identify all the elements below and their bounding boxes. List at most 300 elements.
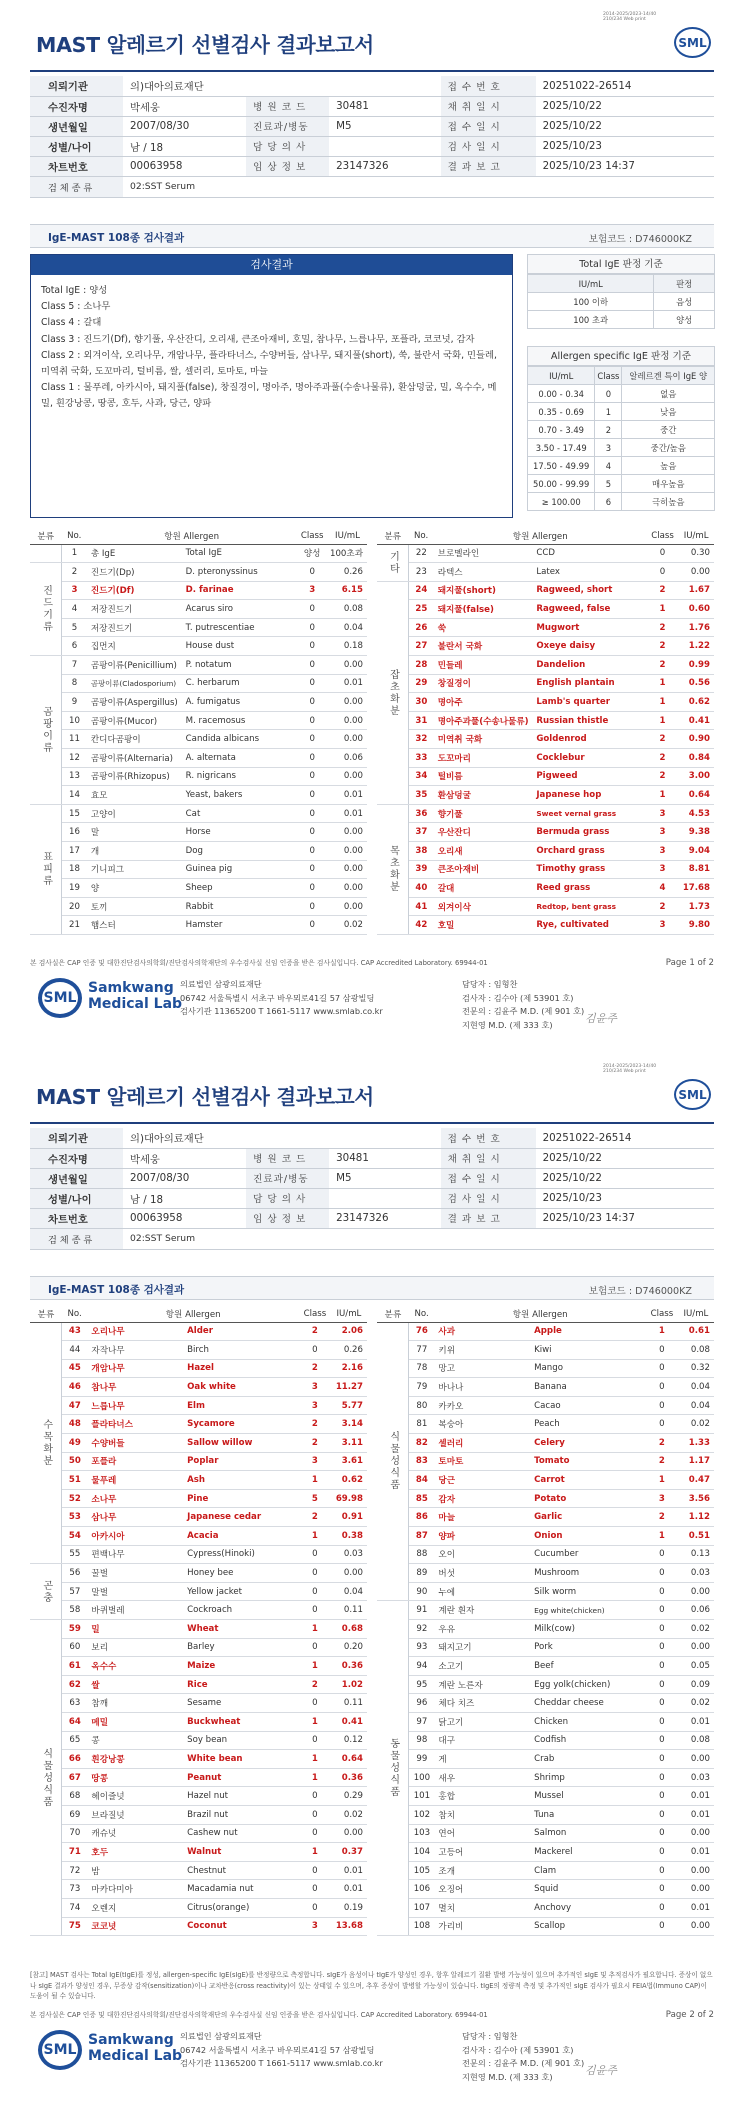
cell-iu: 0.04	[678, 1378, 714, 1397]
table-row	[377, 749, 714, 768]
cell-no: 82	[409, 1434, 435, 1453]
cell-no: 50	[62, 1452, 88, 1471]
cell-no: 41	[409, 897, 434, 916]
cell-cls: 0	[646, 1378, 678, 1397]
cell-cls: 3	[299, 1378, 331, 1397]
cell-en: Honey bee	[184, 1564, 299, 1583]
cell-en: Apple	[531, 1322, 646, 1341]
cell-kr: 계란 흰자	[434, 1601, 531, 1620]
cell-no: 80	[409, 1396, 435, 1415]
cell-no: 51	[62, 1471, 88, 1490]
cell-en: Tomato	[531, 1452, 646, 1471]
cell-iu: 0.00	[678, 1880, 714, 1899]
cell-kr: 자작나무	[87, 1341, 184, 1360]
cell-kr: 당근	[434, 1471, 531, 1490]
cell-kr: 라텍스	[434, 563, 534, 582]
sml-logo: SML	[674, 27, 711, 58]
cell-iu: 3.14	[331, 1415, 367, 1434]
cell-kr: 미역취 국화	[434, 730, 534, 749]
cell-cls: 2	[646, 1452, 678, 1471]
cell-kr: 고양이	[87, 804, 183, 823]
staff-info: 담당자 : 임형찬 검사자 : 김수아 (제 53901 호) 전문의 : 김윤주 M.D. (제 901 호) 지현영 M.D. (제 333 호)	[462, 979, 585, 1030]
patient-info-table: 의뢰기관 의)대아의료재단 접 수 번 호 20251022-26514 수진자명 박세웅 병 원 코 드 30481 채 취 일 시 2025/10/22 생년월일 2007/08/30 진료과/병동 M5 접 수 일 시 2025/10/22 성별/나이 남 / 18 담 당 의 사 검 사 일 시 2025/10/23 차트번호 00063958 임 상 정 보 23147326 결 과 보 고 2025/10/23 14:37 검 체 종 류 02:SST Serum	[30, 76, 714, 198]
cell-kr: 물푸레	[87, 1471, 184, 1490]
cell-en: Soy bean	[184, 1731, 299, 1750]
cell-iu: 0.26	[328, 563, 367, 582]
cell-kr: 삼나무	[87, 1508, 184, 1527]
cell-en: Mugwort	[533, 618, 646, 637]
cell-cls: 2	[299, 1415, 331, 1434]
cell-iu: 0.02	[328, 916, 367, 935]
cell-cls: 1	[299, 1843, 331, 1862]
table-row	[377, 1880, 714, 1899]
cell-en: Ash	[184, 1471, 299, 1490]
cell-no: 21	[62, 916, 87, 935]
cell-no: 54	[62, 1527, 88, 1546]
cell-en: Oxeye daisy	[533, 637, 646, 656]
cell-iu: 8.81	[678, 860, 714, 879]
cell-cls: 1	[299, 1657, 331, 1676]
cell-no: 89	[409, 1564, 435, 1583]
header-iu: IU/mL	[678, 528, 714, 544]
cell-iu: 1.12	[678, 1508, 714, 1527]
cell-cls: 0	[299, 1601, 331, 1620]
table-row	[30, 1396, 367, 1415]
lab-info: 의료법인 삼광의료재단 06742 서울특별시 서초구 바우뫼로41길 57 삼광빌딩 검사기관 11365200 T 1661-5117 www.smlab.co.kr	[180, 2031, 383, 2068]
cell-no: 68	[62, 1787, 88, 1806]
cell-cls: 2	[647, 767, 679, 786]
sml-footer-logo: SML	[38, 978, 82, 1018]
cell-cls: 0	[296, 823, 328, 842]
result-summary-text: Total IgE : 양성 Class 5 : 소나무 Class 4 : 갈대 Class 3 : 진드기(Df), 향기풀, 우산잔디, 오리새, 큰조아재비, 호밀, 참나무, 느릅나무, 포플라, 코코넛, 감자 Class 2 : 외겨이삭, 오리나무, 개암나무, 플라타너스, 수양버들, 삼나무, 돼지풀(short), 쑥, 불란서 국화, 민들레, 미역취 국화, 도꼬마리, 털비름, 쌀, 셀러리, 토마토, 마늘 Class 1 : 물푸레, 아카시아, 돼지풀(false), 창질경이, 명아주, 명아주과풀(수송나물류), 환삼덩굴, 밀, 옥수수, 메밀, 흰강낭콩, 땅콩, 호두, 사과, 당근, 양파	[41, 285, 497, 410]
table-row	[377, 1471, 714, 1490]
cell-en: Coconut	[184, 1917, 299, 1936]
cell-no: 64	[62, 1712, 88, 1731]
table-row	[30, 1694, 367, 1713]
cell-cls: 2	[299, 1434, 331, 1453]
cell-cls: 3	[296, 581, 328, 600]
cell-iu: 0.11	[331, 1694, 367, 1713]
table-row	[30, 1712, 367, 1731]
cell-kr: 소나무	[87, 1489, 184, 1508]
cell-cls: 1	[299, 1527, 331, 1546]
cell-no: 7	[62, 656, 87, 675]
cell-no: 25	[409, 600, 434, 619]
table-row	[30, 1768, 367, 1787]
table-row	[377, 804, 714, 823]
header-class: Class	[647, 528, 679, 544]
cell-en: Rabbit	[183, 897, 297, 916]
table-row	[30, 1341, 367, 1360]
cell-iu: 1.33	[678, 1434, 714, 1453]
table-row	[30, 693, 367, 712]
category-label: 수목화분	[30, 1322, 62, 1564]
results-table-left	[30, 1306, 367, 1936]
cell-en: Acacia	[184, 1527, 299, 1546]
cell-en: Tuna	[531, 1805, 646, 1824]
cell-kr: 오리새	[434, 842, 534, 861]
cell-en: Celery	[531, 1434, 646, 1453]
cell-en: Peach	[531, 1415, 646, 1434]
cell-en: Chestnut	[184, 1861, 299, 1880]
table-row	[377, 1824, 714, 1843]
cell-kr: 칸디다곰팡이	[87, 730, 183, 749]
cell-no: 70	[62, 1824, 88, 1843]
table-row	[30, 786, 367, 805]
table-row	[30, 1675, 367, 1694]
cell-kr: 곰팡이류(Alternaria)	[87, 749, 183, 768]
cell-kr: 옥수수	[87, 1657, 184, 1676]
cell-kr: 고등어	[434, 1843, 531, 1862]
cell-no: 94	[409, 1657, 435, 1676]
cell-iu: 0.61	[678, 1322, 714, 1341]
cell-kr: 바나나	[434, 1378, 531, 1397]
cell-no: 12	[62, 749, 87, 768]
cell-iu: 69.98	[331, 1489, 367, 1508]
cell-no: 83	[409, 1452, 435, 1471]
table-row	[377, 656, 714, 675]
cell-cls: 1	[647, 600, 679, 619]
cell-iu: 0.05	[678, 1657, 714, 1676]
cell-kr: 햄스터	[87, 916, 183, 935]
cell-iu: 0.56	[678, 674, 714, 693]
cell-kr: 토끼	[87, 897, 183, 916]
cell-no: 37	[409, 823, 434, 842]
section-header: IgE-MAST 108종 검사결과 보험코드 : D746000KZ	[30, 1276, 714, 1300]
cell-iu: 0.00	[678, 1750, 714, 1769]
total-ige-criteria: Total IgE 판정 기준 IU/mL 판정 100 이하 음성 100 초과 양성	[527, 254, 715, 329]
cell-kr: 말	[87, 823, 183, 842]
cell-cls: 2	[647, 637, 679, 656]
cell-iu: 0.01	[678, 1712, 714, 1731]
cell-kr: 오렌지	[87, 1898, 184, 1917]
cell-cls: 0	[299, 1861, 331, 1880]
cell-cls: 1	[299, 1620, 331, 1639]
cell-kr: 양파	[434, 1527, 531, 1546]
table-row	[30, 600, 367, 619]
table-row	[377, 879, 714, 898]
cell-cls: 0	[299, 1787, 331, 1806]
header-class: Class	[296, 528, 328, 544]
table-row	[377, 1917, 714, 1936]
cell-kr: 카카오	[434, 1396, 531, 1415]
cell-cls: 0	[646, 1396, 678, 1415]
cell-cls: 0	[299, 1564, 331, 1583]
cell-kr: 마늘	[434, 1508, 531, 1527]
print-stamp: 2014-2025/2023-14/40 210/234 Web print	[603, 12, 657, 23]
cell-no: 60	[62, 1638, 88, 1657]
cell-cls: 0	[299, 1824, 331, 1843]
cell-no: 4	[62, 600, 87, 619]
cell-kr: 돼지고기	[434, 1638, 531, 1657]
cell-kr: 아카시아	[87, 1527, 184, 1546]
cell-en: R. nigricans	[183, 767, 297, 786]
table-row	[30, 711, 367, 730]
cell-no: 47	[62, 1396, 88, 1415]
table-row	[30, 1843, 367, 1862]
table-row	[30, 656, 367, 675]
cell-en: Squid	[531, 1880, 646, 1899]
cell-en: Candida albicans	[183, 730, 297, 749]
cell-en: Birch	[184, 1341, 299, 1360]
cell-no: 35	[409, 786, 434, 805]
cell-en: Ragweed, false	[533, 600, 646, 619]
cell-iu: 0.03	[331, 1545, 367, 1564]
cell-no: 49	[62, 1434, 88, 1453]
cell-en: Maize	[184, 1657, 299, 1676]
cell-kr: 양	[87, 879, 183, 898]
cell-en: Ragweed, short	[533, 581, 646, 600]
cell-cls: 0	[296, 637, 328, 656]
cell-en: C. herbarum	[183, 674, 297, 693]
cell-no: 58	[62, 1601, 88, 1620]
cell-kr: 향기풀	[434, 804, 534, 823]
table-row	[30, 1434, 367, 1453]
table-row	[377, 1359, 714, 1378]
cell-en: Salmon	[531, 1824, 646, 1843]
cell-iu: 0.09	[678, 1675, 714, 1694]
cell-iu: 0.00	[678, 563, 714, 582]
category-label	[30, 544, 62, 563]
cell-no: 29	[409, 674, 434, 693]
cell-no: 85	[409, 1489, 435, 1508]
cell-iu: 0.01	[678, 1898, 714, 1917]
cell-iu: 0.47	[678, 1471, 714, 1490]
cell-cls: 0	[299, 1731, 331, 1750]
cell-cls: 0	[296, 674, 328, 693]
cell-en: Pine	[184, 1489, 299, 1508]
cell-en: Garlic	[531, 1508, 646, 1527]
result-summary-box: 검사결과 Total IgE : 양성 Class 5 : 소나무 Class 4 : 갈대 Class 3 : 진드기(Df), 향기풀, 우산잔디, 오리새, 큰조아재비, 호밀, 참나무, 느릅나무, 포플라, 코코넛, 감자 Class 2 : 외겨이삭, 오리나무, 개암나무, 플라타너스, 수양버들, 삼나무, 돼지풀(short), 쑥, 불란서 국화, 민들레, 미역취 국화, 도꼬마리, 털비름, 쌀, 셀러리, 토마토, 마늘 Class 1 : 물푸레, 아카시아, 돼지풀(false), 창질경이, 명아주, 명아주과풀(수송나물류), 환삼덩굴, 밀, 옥수수, 메밀, 흰강낭콩, 땅콩, 호두, 사과, 당근, 양파	[30, 254, 513, 518]
cell-en: CCD	[533, 544, 646, 563]
cell-kr: 창질경이	[434, 674, 534, 693]
specific-ige-criteria: Allergen specific IgE 판정 기준 IU/mL Class 알레르겐 특이 IgE 양 0.00 - 0.34 0 없음 0.35 - 0.69 1 낮음 0.70 - 3.49 2 중간 3.50 - 17.49 3 중간/높음 17.50 - 49.99 4 높음 50.00 - 99.99 5 매우높음 ≥ 100.00 6 극히높음	[527, 346, 715, 511]
category-label: 표피류	[30, 804, 62, 934]
cell-en: Beef	[531, 1657, 646, 1676]
cell-en: T. putrescentiae	[183, 618, 297, 637]
table-row	[377, 1341, 714, 1360]
table-row	[30, 916, 367, 935]
table-row	[377, 1322, 714, 1341]
table-row	[377, 1601, 714, 1620]
table-row	[377, 544, 714, 563]
table-row	[30, 1452, 367, 1471]
cell-iu: 1.17	[678, 1452, 714, 1471]
cell-iu: 0.01	[328, 786, 367, 805]
table-row	[377, 1712, 714, 1731]
cell-no: 23	[409, 563, 434, 582]
cell-cls: 1	[646, 1471, 678, 1490]
cell-iu: 0.18	[328, 637, 367, 656]
cell-en: P. notatum	[183, 656, 297, 675]
cell-no: 31	[409, 711, 434, 730]
cell-kr: 효모	[87, 786, 183, 805]
cell-no: 42	[409, 916, 434, 935]
cell-iu: 0.01	[678, 1843, 714, 1862]
cell-cls: 3	[299, 1917, 331, 1936]
cell-kr: 개암나무	[87, 1359, 184, 1378]
cell-en: Pork	[531, 1638, 646, 1657]
cell-no: 96	[409, 1694, 435, 1713]
table-row	[30, 1731, 367, 1750]
cell-no: 95	[409, 1675, 435, 1694]
cell-kr: 곰팡이류(Cladosporium)	[87, 674, 183, 693]
cell-en: Russian thistle	[533, 711, 646, 730]
cell-en: A. fumigatus	[183, 693, 297, 712]
cell-cls: 0	[299, 1694, 331, 1713]
cell-kr: 코코넛	[87, 1917, 184, 1936]
cell-kr: 닭고기	[434, 1712, 531, 1731]
cell-no: 100	[409, 1768, 435, 1787]
cell-iu: 0.36	[331, 1657, 367, 1676]
cell-kr: 망고	[434, 1359, 531, 1378]
cell-kr: 명아주과풀(수송나물류)	[434, 711, 534, 730]
cell-en: Egg white(chicken)	[531, 1601, 646, 1620]
cell-kr: 마카다미아	[87, 1880, 184, 1899]
table-row	[30, 1564, 367, 1583]
cell-en: Macadamia nut	[184, 1880, 299, 1899]
header-category: 분류	[377, 1306, 409, 1322]
table-row	[30, 1415, 367, 1434]
cell-cls: 0	[646, 1824, 678, 1843]
table-row	[30, 1620, 367, 1639]
cell-cls: 0	[299, 1805, 331, 1824]
table-row	[30, 1657, 367, 1676]
lab-name: Samkwang Medical Lab	[88, 2032, 183, 2064]
cell-no: 81	[409, 1415, 435, 1434]
cell-en: Carrot	[531, 1471, 646, 1490]
cell-en: D. pteronyssinus	[183, 563, 297, 582]
cell-iu: 0.01	[331, 1880, 367, 1899]
cell-no: 76	[409, 1322, 435, 1341]
table-row	[377, 860, 714, 879]
table-row	[377, 1415, 714, 1434]
cell-cls: 1	[299, 1471, 331, 1490]
cell-en: Codfish	[531, 1731, 646, 1750]
cell-kr: 플라타너스	[87, 1415, 184, 1434]
cell-en: Egg yolk(chicken)	[531, 1675, 646, 1694]
cell-iu: 0.00	[678, 1824, 714, 1843]
lab-name: Samkwang Medical Lab	[88, 980, 183, 1012]
table-row	[377, 693, 714, 712]
footnote: 본 검사실은 CAP 인증 및 대한진단검사의학회/진단검사의학재단의 우수검사실 신임 인증을 받은 검사실입니다. CAP Accredited Laboratory. 69944-01	[30, 959, 488, 967]
cell-kr: 털비름	[434, 767, 534, 786]
cell-kr: 민들레	[434, 656, 534, 675]
cell-kr: 체다 치즈	[434, 1694, 531, 1713]
table-row	[377, 897, 714, 916]
cell-no: 11	[62, 730, 87, 749]
cell-en: Sheep	[183, 879, 297, 898]
report-page-2	[0, 1052, 744, 2104]
cell-cls: 0	[646, 1638, 678, 1657]
cell-cls: 양성	[296, 544, 328, 563]
cell-cls: 0	[646, 1415, 678, 1434]
table-row	[377, 1805, 714, 1824]
cell-kr: 오징어	[434, 1880, 531, 1899]
cell-cls: 0	[646, 1768, 678, 1787]
cell-no: 69	[62, 1805, 88, 1824]
cell-kr: 곰팡이류(Rhizopus)	[87, 767, 183, 786]
cell-en: Barley	[184, 1638, 299, 1657]
cell-iu: 0.00	[328, 730, 367, 749]
cell-cls: 0	[646, 1861, 678, 1880]
cell-iu: 5.77	[331, 1396, 367, 1415]
header-no: No.	[62, 1306, 88, 1322]
cell-iu: 0.00	[328, 656, 367, 675]
header-allergen: 항원 Allergen	[434, 1306, 646, 1322]
cell-iu: 0.01	[328, 804, 367, 823]
cell-en: Reed grass	[533, 879, 646, 898]
cell-iu: 0.03	[678, 1768, 714, 1787]
table-row	[377, 1694, 714, 1713]
cell-iu: 0.12	[331, 1731, 367, 1750]
table-row	[377, 1434, 714, 1453]
cell-kr: 밀	[87, 1620, 184, 1639]
cell-iu: 0.19	[331, 1898, 367, 1917]
cell-kr: 기니피그	[87, 860, 183, 879]
table-row	[377, 1620, 714, 1639]
cell-en: English plantain	[533, 674, 646, 693]
cell-cls: 1	[299, 1712, 331, 1731]
table-row	[30, 749, 367, 768]
cell-kr: 돼지풀(false)	[434, 600, 534, 619]
cell-no: 40	[409, 879, 434, 898]
cell-no: 39	[409, 860, 434, 879]
cell-kr: 집먼지	[87, 637, 183, 656]
cell-iu: 0.60	[678, 600, 714, 619]
cell-cls: 0	[299, 1545, 331, 1564]
cell-no: 102	[409, 1805, 435, 1824]
table-row	[377, 730, 714, 749]
cell-cls: 0	[296, 656, 328, 675]
cell-kr: 불란서 국화	[434, 637, 534, 656]
cell-iu: 0.37	[331, 1843, 367, 1862]
table-row	[377, 1396, 714, 1415]
cell-en: Latex	[533, 563, 646, 582]
table-row	[30, 563, 367, 582]
cell-no: 98	[409, 1731, 435, 1750]
table-row	[377, 1768, 714, 1787]
cell-cls: 0	[646, 1675, 678, 1694]
table-row	[377, 711, 714, 730]
cell-iu: 0.32	[678, 1359, 714, 1378]
table-row	[30, 674, 367, 693]
cell-cls: 3	[647, 823, 679, 842]
table-row	[30, 804, 367, 823]
cell-kr: 큰조아재비	[434, 860, 534, 879]
cell-no: 67	[62, 1768, 88, 1787]
cell-iu: 0.51	[678, 1527, 714, 1546]
cell-en: Crab	[531, 1750, 646, 1769]
cell-iu: 0.01	[328, 674, 367, 693]
cell-en: Mango	[531, 1359, 646, 1378]
cell-en: Cashew nut	[184, 1824, 299, 1843]
cell-iu: 0.00	[328, 842, 367, 861]
cell-cls: 0	[646, 1601, 678, 1620]
header-no: No.	[409, 1306, 435, 1322]
cell-iu: 3.56	[678, 1489, 714, 1508]
cell-no: 46	[62, 1378, 88, 1397]
print-stamp: 2014-2025/2023-14/40 210/234 Web print	[603, 1064, 657, 1075]
header-allergen: 항원 Allergen	[87, 1306, 299, 1322]
cell-cls: 0	[646, 1694, 678, 1713]
cell-cls: 0	[646, 1843, 678, 1862]
cell-iu: 0.41	[678, 711, 714, 730]
cell-no: 8	[62, 674, 87, 693]
table-row	[377, 581, 714, 600]
cell-no: 32	[409, 730, 434, 749]
cell-no: 13	[62, 767, 87, 786]
